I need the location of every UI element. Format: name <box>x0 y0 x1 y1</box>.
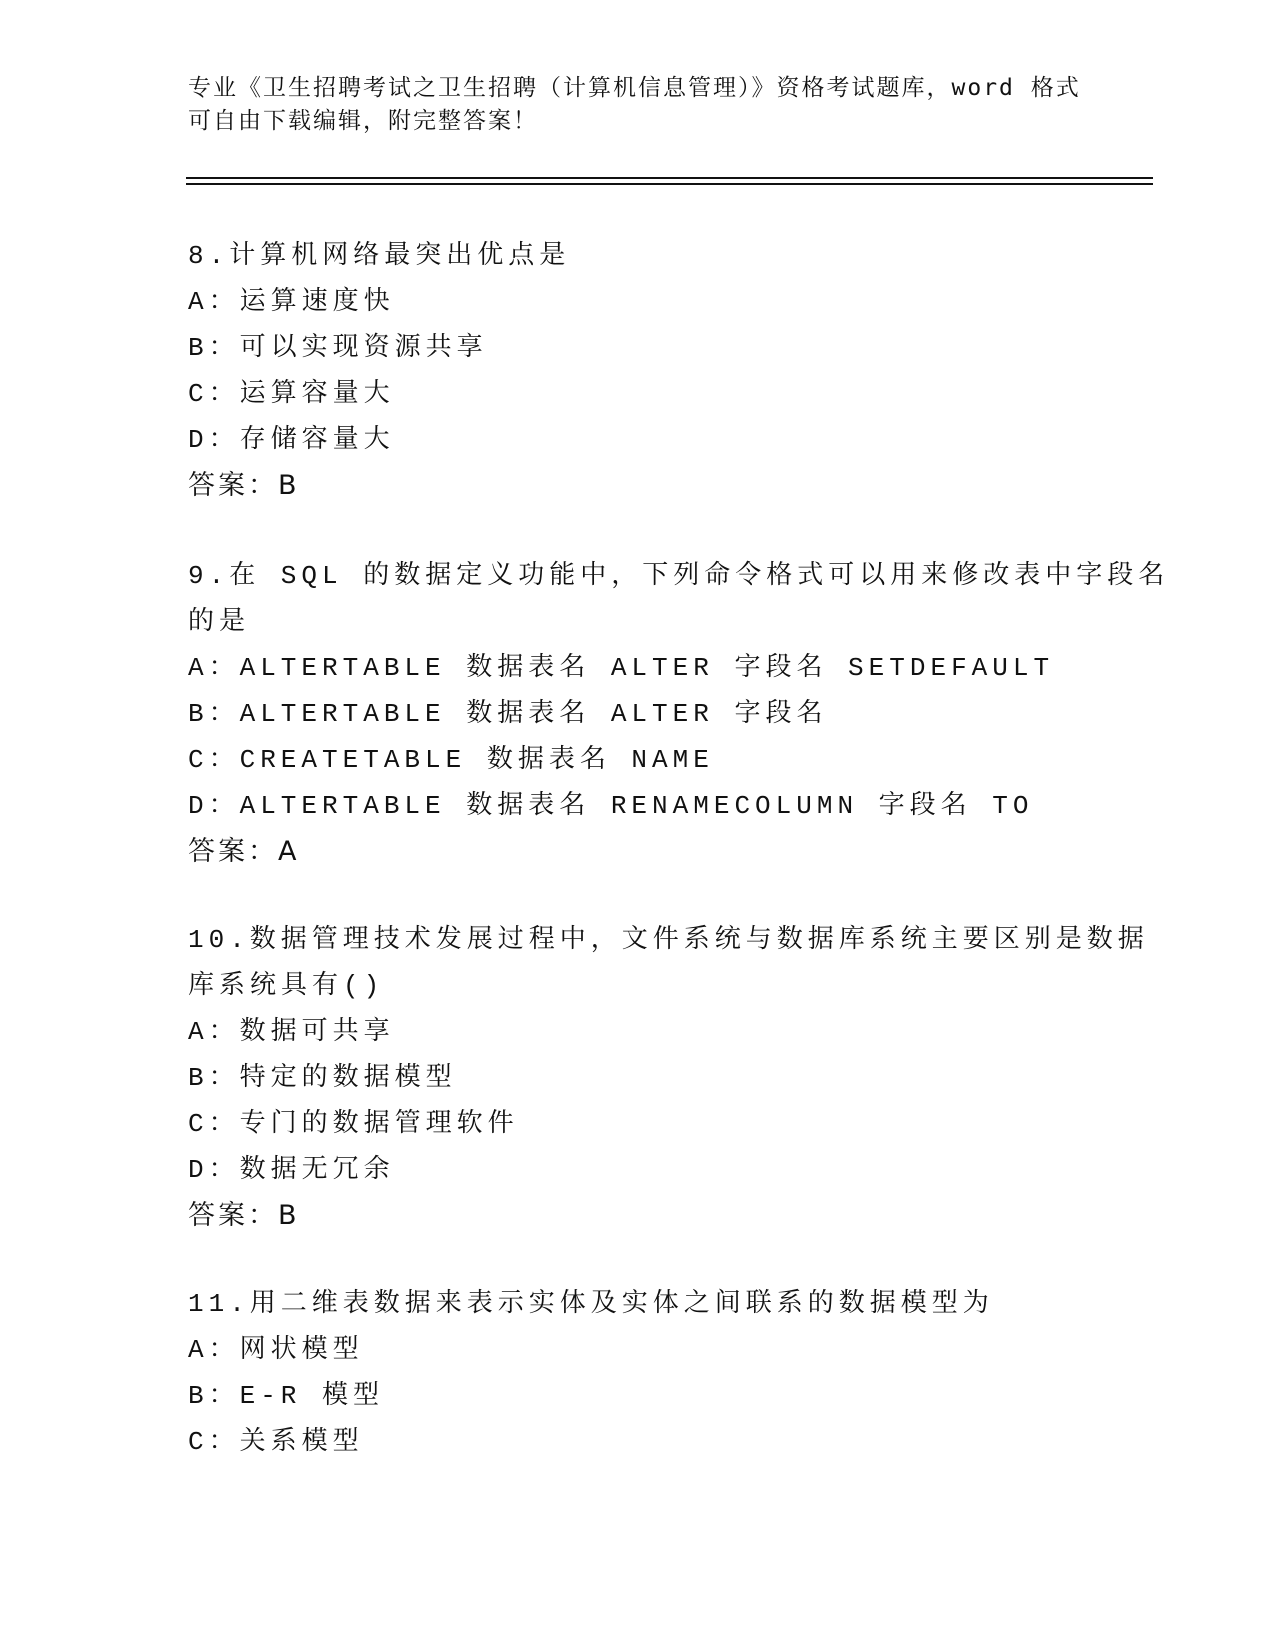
option-d: D：数据无冗余 <box>188 1155 395 1185</box>
option-a: A：ALTERTABLE 数据表名 ALTER 字段名 SETDEFAULT <box>188 653 1055 683</box>
option-b: B：ALTERTABLE 数据表名 ALTER 字段名 <box>188 699 828 729</box>
header-line-1: 专业《卫生招聘考试之卫生招聘（计算机信息管理）》资格考试题库，word 格式 <box>188 75 1081 101</box>
option-c: C：关系模型 <box>188 1427 364 1457</box>
option-c: C：CREATETABLE 数据表名 NAME <box>188 745 714 775</box>
answer-line: 答案：A <box>188 836 300 867</box>
header-divider-bottom <box>186 183 1153 185</box>
question-8 <box>188 233 1088 509</box>
option-b: B：特定的数据模型 <box>188 1063 457 1093</box>
document-header <box>188 72 1088 138</box>
option-d: D：存储容量大 <box>188 425 395 455</box>
question-stem: 9.在 SQL 的数据定义功能中，下列命令格式可以用来修改表中字段名 <box>188 561 1170 591</box>
question-11 <box>188 1281 1088 1465</box>
option-c: C：专门的数据管理软件 <box>188 1109 519 1139</box>
question-stem-continued: 的是 <box>188 607 251 637</box>
question-stem: 8.计算机网络最突出优点是 <box>188 241 571 271</box>
question-stem: 11.用二维表数据来表示实体及实体之间联系的数据模型为 <box>188 1289 994 1319</box>
option-b: B：E-R 模型 <box>188 1381 385 1411</box>
option-a: A：数据可共享 <box>188 1017 395 1047</box>
option-b: B：可以实现资源共享 <box>188 333 488 363</box>
answer-line: 答案：B <box>188 1200 300 1231</box>
option-a: A：运算速度快 <box>188 287 395 317</box>
header-line-2: 可自由下载编辑，附完整答案！ <box>188 108 538 134</box>
question-stem-continued: 库系统具有() <box>188 971 385 1001</box>
header-divider-top <box>186 177 1153 179</box>
option-a: A：网状模型 <box>188 1335 364 1365</box>
answer-line: 答案：B <box>188 470 300 501</box>
option-c: C：运算容量大 <box>188 379 395 409</box>
question-10 <box>188 917 1149 1239</box>
question-stem: 10.数据管理技术发展过程中，文件系统与数据库系统主要区别是数据 <box>188 925 1149 955</box>
option-d: D：ALTERTABLE 数据表名 RENAMECOLUMN 字段名 TO <box>188 791 1034 821</box>
question-9 <box>188 553 1170 875</box>
